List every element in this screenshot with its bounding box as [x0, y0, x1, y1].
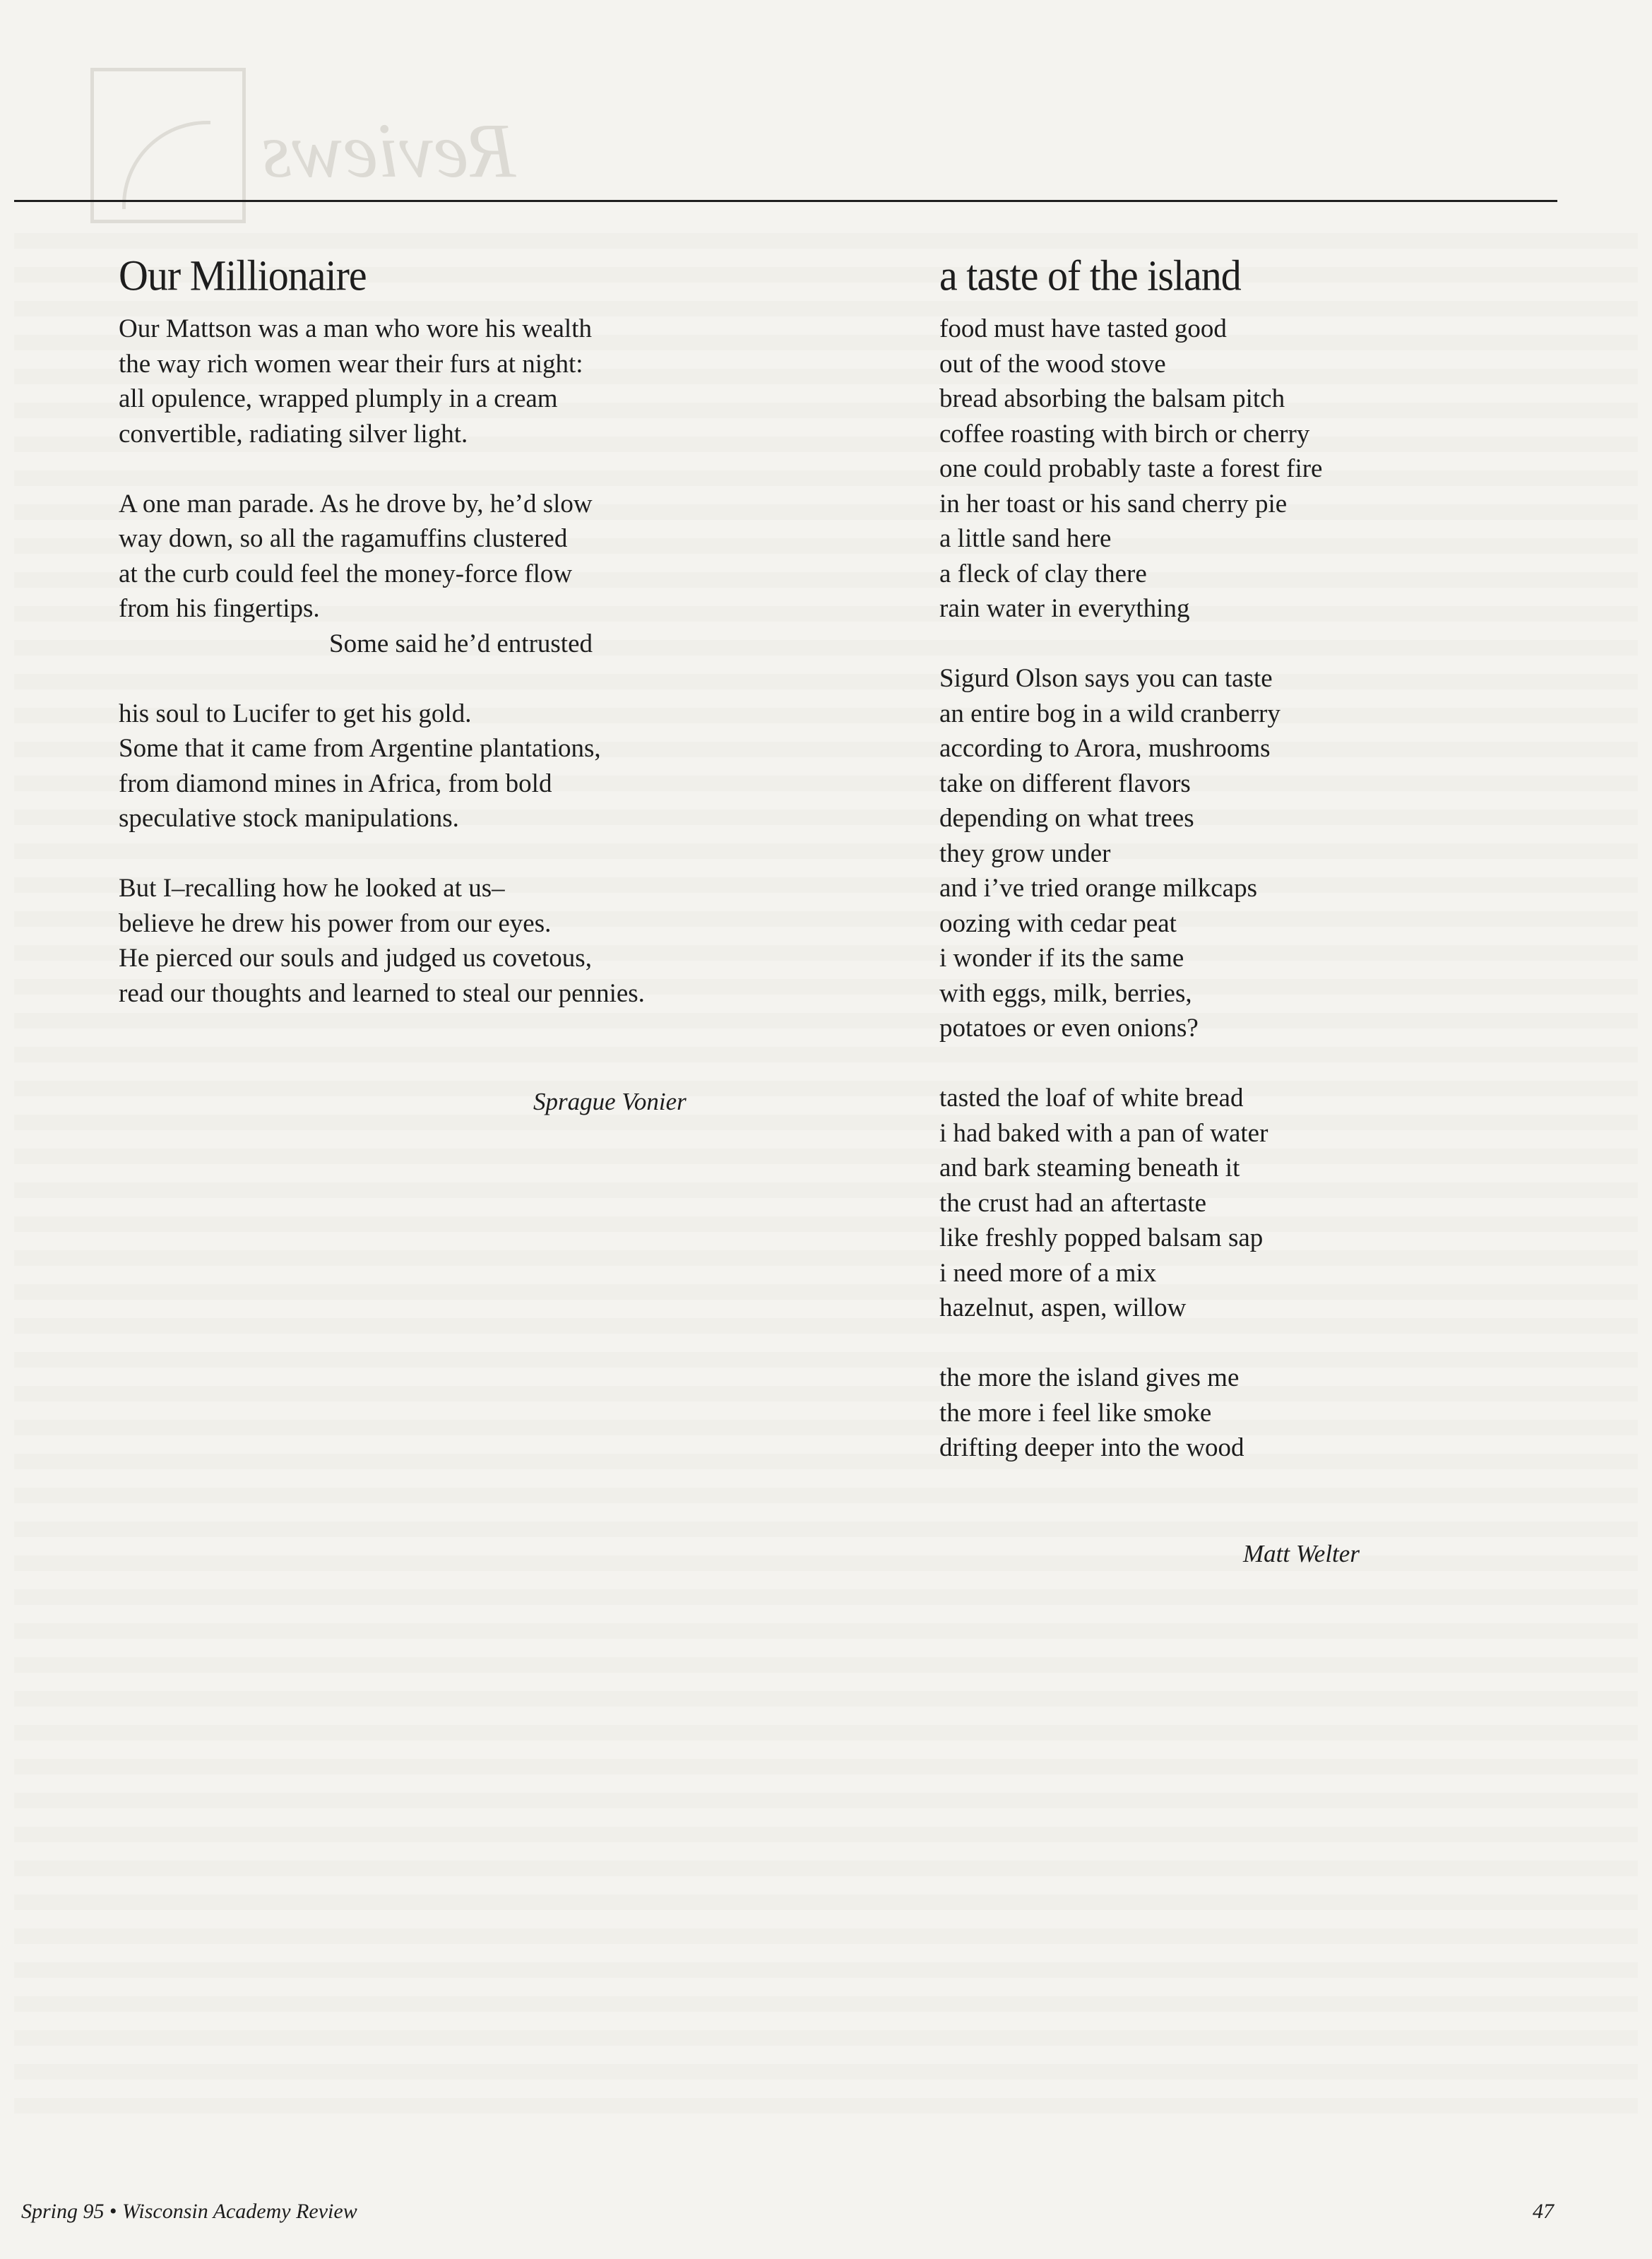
- footer-separator: •: [109, 2200, 117, 2223]
- publication-name: Wisconsin Academy Review: [122, 2200, 357, 2223]
- stanza: [939, 661, 1322, 1046]
- poem-title: a taste of the island: [939, 251, 1241, 300]
- poem-line: tasted the loaf of white bread: [939, 1084, 1244, 1113]
- poem-line: out of the wood stove: [939, 349, 1166, 379]
- poem-line: and i’ve tried orange milkcaps: [939, 874, 1257, 903]
- poem-line: Sigurd Olson says you can taste: [939, 664, 1273, 693]
- poem-line: food must have tasted good: [939, 314, 1227, 343]
- poem-line: the more i feel like smoke: [939, 1398, 1212, 1428]
- poem-line: believe he drew his power from our eyes.: [119, 908, 552, 938]
- poem-line: potatoes or even onions?: [939, 1014, 1199, 1043]
- poem-title: Our Millionaire: [119, 251, 367, 300]
- poem-line: an entire bog in a wild cranberry: [939, 699, 1280, 728]
- header-rule: [14, 200, 1557, 202]
- poem-line: bread absorbing the balsam pitch: [939, 384, 1285, 413]
- stanza: [119, 312, 645, 451]
- poem-line: in her toast or his sand cherry pie: [939, 489, 1288, 518]
- poem-author: Sprague Vonier: [533, 1088, 687, 1115]
- poem-line: take on different flavors: [939, 769, 1191, 798]
- poem-line: hazelnut, aspen, willow: [939, 1293, 1187, 1322]
- poem-line: a little sand here: [939, 524, 1112, 553]
- poem-line: drifting deeper into the wood: [939, 1433, 1244, 1462]
- poem-line: his soul to Lucifer to get his gold.: [119, 699, 472, 728]
- footer-left: [21, 2200, 357, 2224]
- poem-line: with eggs, milk, berries,: [939, 978, 1192, 1008]
- poem-line: But I–recalling how he looked at us–: [119, 874, 505, 903]
- ghost-header-bleedthrough: Reviews: [261, 107, 516, 194]
- poem-line: i wonder if its the same: [939, 944, 1184, 973]
- poem-line: coffee roasting with birch or cherry: [939, 419, 1310, 449]
- poem-line: i need more of a mix: [939, 1258, 1157, 1288]
- poem-line: speculative stock manipulations.: [119, 804, 459, 833]
- poem-taste-of-the-island: [939, 251, 1322, 1466]
- poem-line: Our Mattson was a man who wore his wealth: [119, 314, 592, 343]
- poem-line: rain water in everything: [939, 594, 1190, 623]
- poem-line: all opulence, wrapped plumply in a cream: [119, 384, 558, 413]
- poem-line: A one man parade. As he drove by, he’d slow: [119, 489, 593, 518]
- poem-line: He pierced our souls and judged us covetous,: [119, 944, 592, 973]
- poem-line: the more the island gives me: [939, 1363, 1240, 1392]
- poem-line: like freshly popped balsam sap: [939, 1223, 1264, 1252]
- poem-line: oozing with cedar peat: [939, 908, 1177, 938]
- poem-line: from his fingertips.: [119, 594, 320, 623]
- poem-line: i had baked with a pan of water: [939, 1118, 1268, 1148]
- poem-line: from diamond mines in Africa, from bold: [119, 769, 552, 798]
- poem-line: one could probably taste a forest fire: [939, 454, 1323, 483]
- stanza: [939, 1360, 1322, 1466]
- poem-line: Some that it came from Argentine plantations,: [119, 734, 601, 763]
- poem-line-indented: Some said he’d entrusted: [329, 629, 593, 658]
- issue-label: Spring 95: [21, 2200, 105, 2223]
- stanza: [119, 871, 645, 1011]
- poem-line: the way rich women wear their furs at night:: [119, 349, 583, 379]
- poem-line: the crust had an aftertaste: [939, 1188, 1207, 1218]
- poem-line: depending on what trees: [939, 804, 1194, 833]
- poem-author: Matt Welter: [1243, 1540, 1360, 1567]
- poem-line: convertible, radiating silver light.: [119, 419, 468, 449]
- poem-our-millionaire: [119, 251, 645, 1011]
- poem-line: way down, so all the ragamuffins clustered: [119, 524, 568, 553]
- poem-line: they grow under: [939, 838, 1111, 868]
- page-number: 47: [1533, 2200, 1554, 2223]
- poem-line: and bark steaming beneath it: [939, 1154, 1240, 1182]
- poem-line: read our thoughts and learned to steal our pennies.: [119, 978, 645, 1008]
- poem-line: according to Arora, mushrooms: [939, 734, 1271, 763]
- stanza: [119, 696, 645, 836]
- stanza: [119, 487, 645, 662]
- poem-line: a fleck of clay there: [939, 559, 1147, 588]
- stanza: [939, 312, 1322, 627]
- stanza: [939, 1081, 1322, 1326]
- poem-line: at the curb could feel the money-force flow: [119, 559, 573, 588]
